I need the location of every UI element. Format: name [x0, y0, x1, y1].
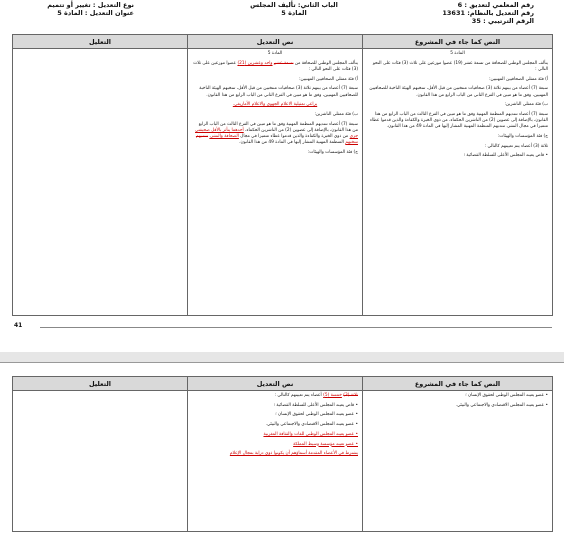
- inserted-text: واحد وعشرين (21): [237, 60, 273, 66]
- inserted-text: أحدهما يتأثر بالأقل صحيفتي جزي: [195, 127, 358, 140]
- amendment-paragraph: ب) فئة ممثلي الناشرين:: [314, 111, 358, 117]
- header-left-line: نوع التعديل : تغيير أو تتميم: [47, 1, 134, 9]
- header-left-line: عنوان التعديل : المادة 5: [57, 9, 134, 17]
- footer-rule: [40, 327, 552, 328]
- project-paragraph: • قاض يعينه المجلس الأعلى للسلطة القضائية ؛: [463, 153, 548, 159]
- column-header-justification: التعليل: [13, 35, 188, 49]
- header-right-block: [394, 1, 534, 25]
- amendment-text: المنظمة المهنية المشار إليها في المادة 49 من هذا القانون.: [239, 140, 344, 146]
- header-right-line: الرقم الترتيبي : 35: [471, 17, 534, 25]
- amendment-paragraph: [192, 61, 358, 73]
- project-paragraph: ج) فئة المؤسسات والهيئات:: [497, 134, 548, 140]
- project-paragraph: أ) فئة ممثلي الصحافيين المهنيين:: [489, 76, 548, 82]
- inserted-text: خمسة (5): [323, 393, 342, 398]
- deleted-text: تنتدبهم: [195, 134, 209, 140]
- amendment-text: عضوا موزعين على ثلاث (3) فئات على النحو التالي :: [193, 60, 358, 72]
- project-paragraph: • عضو يعينه المجلس الوطني لحقوق الإنسان ؛: [465, 393, 548, 398]
- amendment-text-cell: [188, 49, 363, 316]
- header-middle-line: المادة 5: [281, 9, 307, 17]
- amendment-paragraph: • عضو يعينه المجلس الوطني لحقوق الإنسان ؛: [275, 412, 358, 418]
- project-paragraph: • عضو يعينه المجلس الاقتصادي والاجتماعي والبيئي.: [455, 402, 548, 408]
- inserted-text: • عضو تعينه مؤسسة وسيط المملكة: [293, 441, 358, 447]
- justification-cell: [13, 49, 188, 316]
- project-paragraph: ثلاثة (3) أعضاء يتم تعيينهم كالتالي :: [484, 143, 548, 149]
- document-page-2: [0, 362, 564, 534]
- amendment-table-page1: [12, 34, 553, 316]
- amendment-paragraph: • قاض يعينه المجلس الأعلى للسلطة القضائية ؛: [273, 402, 358, 408]
- inserted-text: الصحافة والنشر،: [209, 134, 239, 140]
- deleted-text: تسعة عشر: [273, 60, 294, 66]
- project-paragraph: يتألف المجلس الوطني للصحافة من تسعة عشر (19) عضوا موزعين على ثلاث (3) فئات على النحو التالي :: [372, 60, 548, 72]
- inserted-text: • عضو يعينه المجلس الوطني للغات والثقافة المغربية: [263, 431, 358, 437]
- project-paragraph: سبعة (7) أعضاء من بينهم ثلاثة (3) صحافيات منتخبين من قبل الأقل، تنتخبهم الهيئة الناخبة للصحافيين المهنيين، وفق ما هو مبين في الفرع الثاني من الباب الرابع من هذا القانون.: [369, 86, 548, 98]
- project-text-cell: [363, 49, 553, 316]
- amendment-text: يتألف المجلس الوطني للصحافة من: [294, 60, 358, 66]
- header-left-block: [14, 1, 134, 17]
- inserted-text: يشترط في الأعضاء المقدمة أسماؤهم أن يكونوا ذوي دراية بمجال الإعلام: [229, 451, 358, 457]
- amendment-paragraph: ج) فئة المؤسسات والهيئات:: [307, 149, 358, 155]
- amendment-paragraph: أ) فئة ممثلي الصحافيين المهنيين:: [299, 76, 358, 82]
- header-right-line: رقم التعديل بالنظام: 13631: [442, 9, 534, 17]
- inserted-text: يراعي تمثيلية الاعلام الجهوي والاعلام الأمازيغي.: [232, 102, 318, 108]
- project-text-cell: [363, 391, 553, 532]
- project-paragraph: ب) فئة ممثلي الناشرين:: [504, 102, 548, 108]
- amendment-paragraph: [192, 122, 358, 147]
- column-header-amendment: نص التعديل: [188, 35, 363, 49]
- header-right-line: رقم المعلمي لتعديق : 6: [457, 1, 534, 9]
- article-title: المادة 5: [267, 51, 283, 56]
- deleted-text: ثلاثة (3): [343, 393, 358, 398]
- header-middle-block: [234, 1, 354, 17]
- amendment-text-cell: [188, 391, 363, 532]
- page-header: [0, 0, 564, 30]
- project-paragraph: سبعة (7) أعضاء تنتدبهم المنظمة المهنية وفق ما هو مبين في الفرع الثالث من الباب الرابع من هذا القانون، بالإضافة إلى عضوين (2) من الناشرين الحكماء، من ذوي الخبرة والكفاءة والذين قدموا عطاء متميزا في مجال النشر، تنتدبهم المنظمة المهنية المشار إليها في المادة 49 من هذا القانون.: [369, 111, 548, 130]
- amendment-paragraph: سبعة (7) أعضاء من بينهم ثلاثة (3) صحافيات منتخبين من قبل الأقل، تنتخبهم الهيئة الناخبة للصحافيين المهنيين، وفق ما هو مبين في الفرع الثاني من الباب الرابع من هذا القانون.: [199, 86, 358, 98]
- amendment-text: سبعة (7) أعضاء تنتدبهم المنظمة المهنية وفق ما هو مبين في الفرع الثالث من الباب الرابع من هذا القانون، بالإضافة إلى عضوين (2) من الناشرين الحكماء،: [198, 121, 358, 133]
- amendment-paragraph: • عضو يعينه المجلس الاقتصادي والاجتماعي والبيئي.: [265, 422, 358, 428]
- column-header-project: النص كما جاء في المشروع: [363, 377, 553, 391]
- column-header-justification: التعليل: [13, 377, 188, 391]
- column-header-project: النص كما جاء في المشروع: [363, 35, 553, 49]
- amendment-text: من ذوي الخبرة والكفاءة والذين قدموا عطاء متميزا في مجال: [240, 134, 349, 140]
- page-number: 41: [14, 322, 23, 329]
- amendment-table-page2: [12, 376, 553, 532]
- amendment-text: أعضاء يتم تعيينهم كالتالي :: [274, 393, 322, 398]
- header-middle-line: الباب الثاني: تأليف المجلس: [250, 1, 338, 9]
- page-separator: [0, 352, 564, 362]
- article-title: المادة 5: [450, 51, 465, 56]
- justification-cell: [13, 391, 188, 532]
- amendment-paragraph: [192, 393, 358, 399]
- column-header-amendment: نص التعديل: [188, 377, 363, 391]
- inserted-text: تنتخبهم: [345, 140, 358, 146]
